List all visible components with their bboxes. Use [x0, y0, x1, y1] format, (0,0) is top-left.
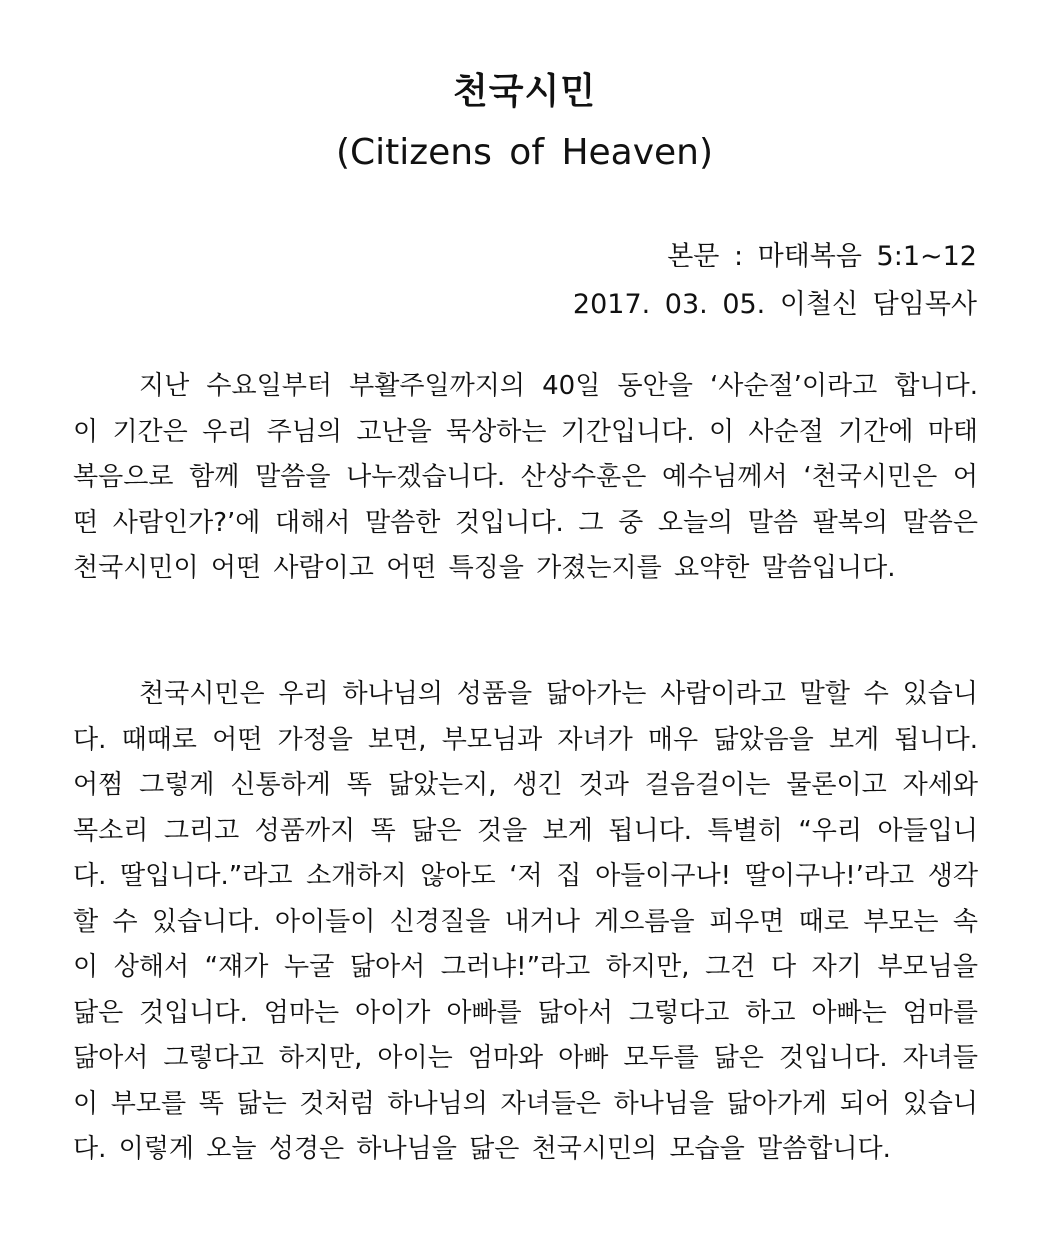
sermon-subtitle: (Citizens of Heaven): [335, 132, 714, 173]
sermon-title: 천국시민: [452, 71, 597, 112]
scripture-reference: 본문 : 마태복음 5:1~12: [667, 241, 977, 272]
body-paragraph-1: 지난 수요일부터 부활주일까지의 40일 동안을 ‘사순절’이라고 합니다. 이 기간은 우리 주님의 고난을 묵상하는 기간입니다. 이 사순절 기간에 마태복음으로 함께 말씀을 나누겠습니다. 산상수훈은 예수님께서 ‘천국시민은 어떤 사람인가?’에 대해서 말씀한 것입니다. 그 중 오늘의 말씀 팔복의 말씀은 천국시민이 어떤 사람이고 어떤 특징을 가졌는지를 요약한 말씀입니다.: [73, 371, 978, 583]
date-and-author: 2017. 03. 05. 이철신 담임목사: [572, 289, 977, 320]
sermon-meta: [573, 233, 977, 329]
title-block: [0, 62, 1049, 184]
body-paragraph-2: 천국시민은 우리 하나님의 성품을 닮아가는 사람이라고 말할 수 있습니다. 때때로 어떤 가정을 보면, 부모님과 자녀가 매우 닮았음을 보게 됩니다. 어쩜 그렇게 신통하게 똑 닮았는지, 생긴 것과 걸음걸이는 물론이고 자세와 목소리 그리고 성품까지 똑 닮은 것을 보게 됩니다. 특별히 “우리 아들입니다. 딸입니다.”라고 소개하지 않아도 ‘저 집 아들이구나! 딸이구나!’라고 생각할 수 있습니다. 아이들이 신경질을 내거나 게으름을 피우면 때로 부모는 속이 상해서 “쟤가 누굴 닮아서 그러냐!”라고 하지만, 그건 다 자기 부모님을 닮은 것입니다. 엄마는 아이가 아빠를 닮아서 그렇다고 하고 아빠는 엄마를 닮아서 그렇다고 하지만, 아이는 엄마와 아빠 모두를 닮은 것입니다. 자녀들이 부모를 똑 닮는 것처럼 하나님의 자녀들은 하나님을 닮아가게 되어 있습니다. 이렇게 오늘 성경은 하나님을 닮은 천국시민의 모습을 말씀합니다.: [73, 679, 978, 1164]
